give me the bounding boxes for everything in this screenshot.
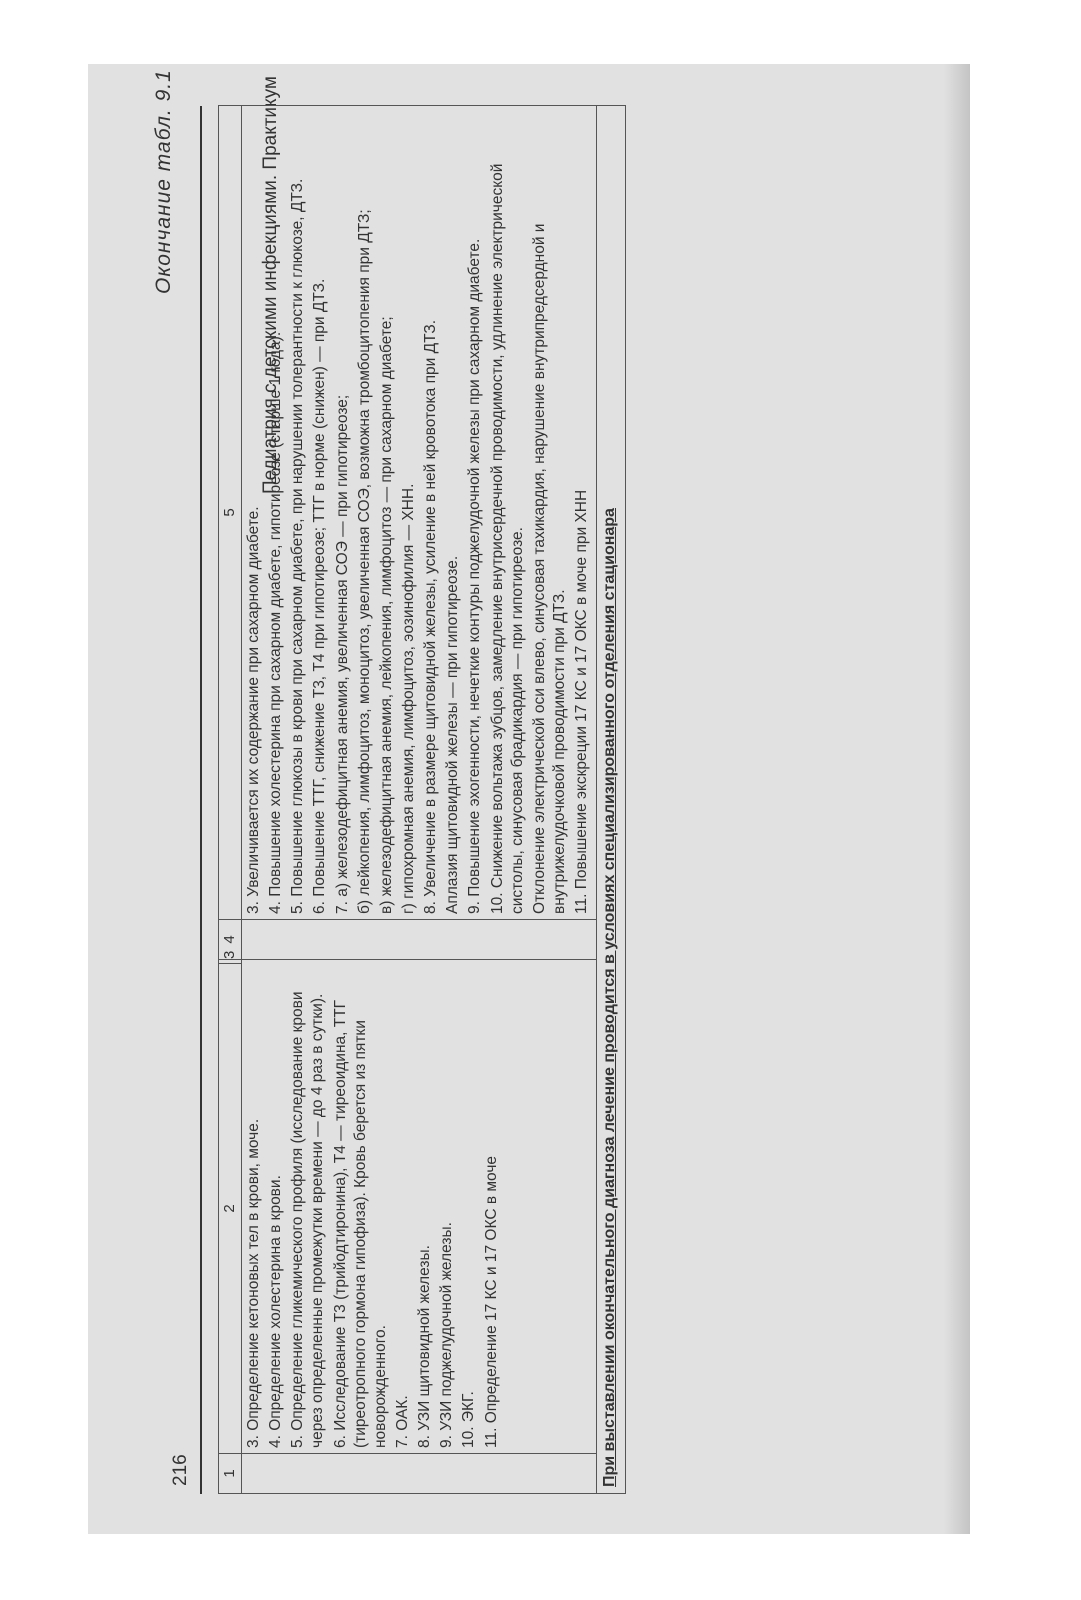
exam-item: 5. Определение гликемического профиля (исследование крови через определенные промежутки времени — до 4 раз в сутки).	[289, 991, 327, 1448]
lab-diagnostics-table	[218, 105, 626, 1494]
finding-item: 7. а) железодефицитная анемия, увеличенная СОЭ — при гипотиреозе;	[333, 394, 351, 914]
column-number-5: 5	[219, 106, 242, 920]
column-number-2: 2	[219, 964, 242, 1454]
finding-item: Отклонение электрической оси влево, синусовая тахикардия, нарушение внутрипредсердной и внутрижелудочковой проводимости при ДТЗ.	[530, 223, 568, 914]
finding-item: г) гипохромная анемия, лимфоцитоз, эозинофилия — ХНН.	[399, 483, 417, 914]
header-rule	[200, 106, 202, 1494]
scanned-page	[88, 64, 970, 1534]
running-head	[178, 76, 281, 494]
exam-item: 8. УЗИ щитовидной железы.	[416, 1245, 434, 1448]
exam-item: 11. Определение 17 КС и 17 ОКС в моче	[482, 1155, 500, 1448]
running-title: Педиатрия с детскими инфекциями. Практикум	[260, 76, 281, 494]
exam-item: 6. Исследование Т3 (трийодтиронина), Т4 — тиреоидина, ТТГ (тиреотропного гормона гипофиза). Кровь берется из пятки новорожденного.	[331, 999, 389, 1448]
finding-item: 6. Повышение ТТГ, снижение Т3, Т4 при гипотиреозе; ТТГ в норме (снижен) — при ДТЗ.	[311, 278, 329, 914]
footer-note: При выставлении окончательного диагноза лечение проводится в условиях специализированного отделения стационара	[601, 508, 619, 1487]
column-2-3-cell	[242, 960, 597, 1454]
finding-item: 4. Повышение холестерина при сахарном диабете, гипотиреозе (старше 1 года).	[267, 331, 285, 914]
finding-item: в) железодефицитная анемия, лейкопения, лимфоцитоз — при сахарном диабете;	[377, 316, 395, 914]
finding-item: 10. Снижение вольтажа зубцов, замедление внутрисердечной проводимости, удлинение электрической систолы, синусовая брадикардия — при гипотиреозе.	[488, 163, 526, 914]
column-4-cell	[242, 920, 597, 960]
finding-item: 3. Увеличивается их содержание при сахарном диабете.	[245, 506, 262, 914]
finding-item: б) лейкопения, лимфоцитоз, моноцитоз, увеличенная СОЭ, возможна тромбоцитопения при ДТЗ;	[355, 209, 373, 914]
table-caption: Окончание табл. 9.1	[152, 69, 175, 294]
column-number-4: 4	[219, 920, 242, 960]
footer-cell	[597, 106, 626, 1494]
column-number-3: 3	[219, 960, 242, 964]
column-5-cell	[242, 106, 597, 920]
finding-item: 5. Повышение глюкозы в крови при сахарном диабете, при нарушении толерантности к глюкозе, ДТЗ.	[289, 178, 307, 914]
exam-item: 3. Определение кетоновых тел в крови, моче.	[245, 1118, 262, 1448]
finding-item: 8. Увеличение в размере щитовидной железы, усиление в ней кровотока при ДТЗ.	[422, 319, 440, 914]
finding-item: Аплазия щитовидной железы — при гипотиреозе.	[444, 555, 462, 914]
exam-item: 7. ОАК.	[393, 1395, 411, 1448]
page-number: 216	[170, 1454, 191, 1486]
exam-item: 9. УЗИ поджелудочной железы.	[438, 1222, 456, 1448]
column-1-cell	[242, 1454, 597, 1494]
table-footer-row	[597, 106, 626, 1494]
exam-item: 4. Определение холестерина в крови.	[267, 1175, 285, 1448]
column-number-row	[219, 106, 242, 1494]
finding-item: 11. Повышение экскреции 17 КС и 17 ОКС в моче при ХНН	[573, 489, 591, 914]
column-number-1: 1	[219, 1454, 242, 1494]
rotated-page-content	[88, 64, 970, 1534]
exam-item: 10. ЭКГ.	[460, 1391, 478, 1448]
table-body-row	[242, 106, 597, 1494]
finding-item: 9. Повышение эхогенности, нечеткие контуры поджелудочной железы при сахарном диабете.	[466, 238, 484, 914]
